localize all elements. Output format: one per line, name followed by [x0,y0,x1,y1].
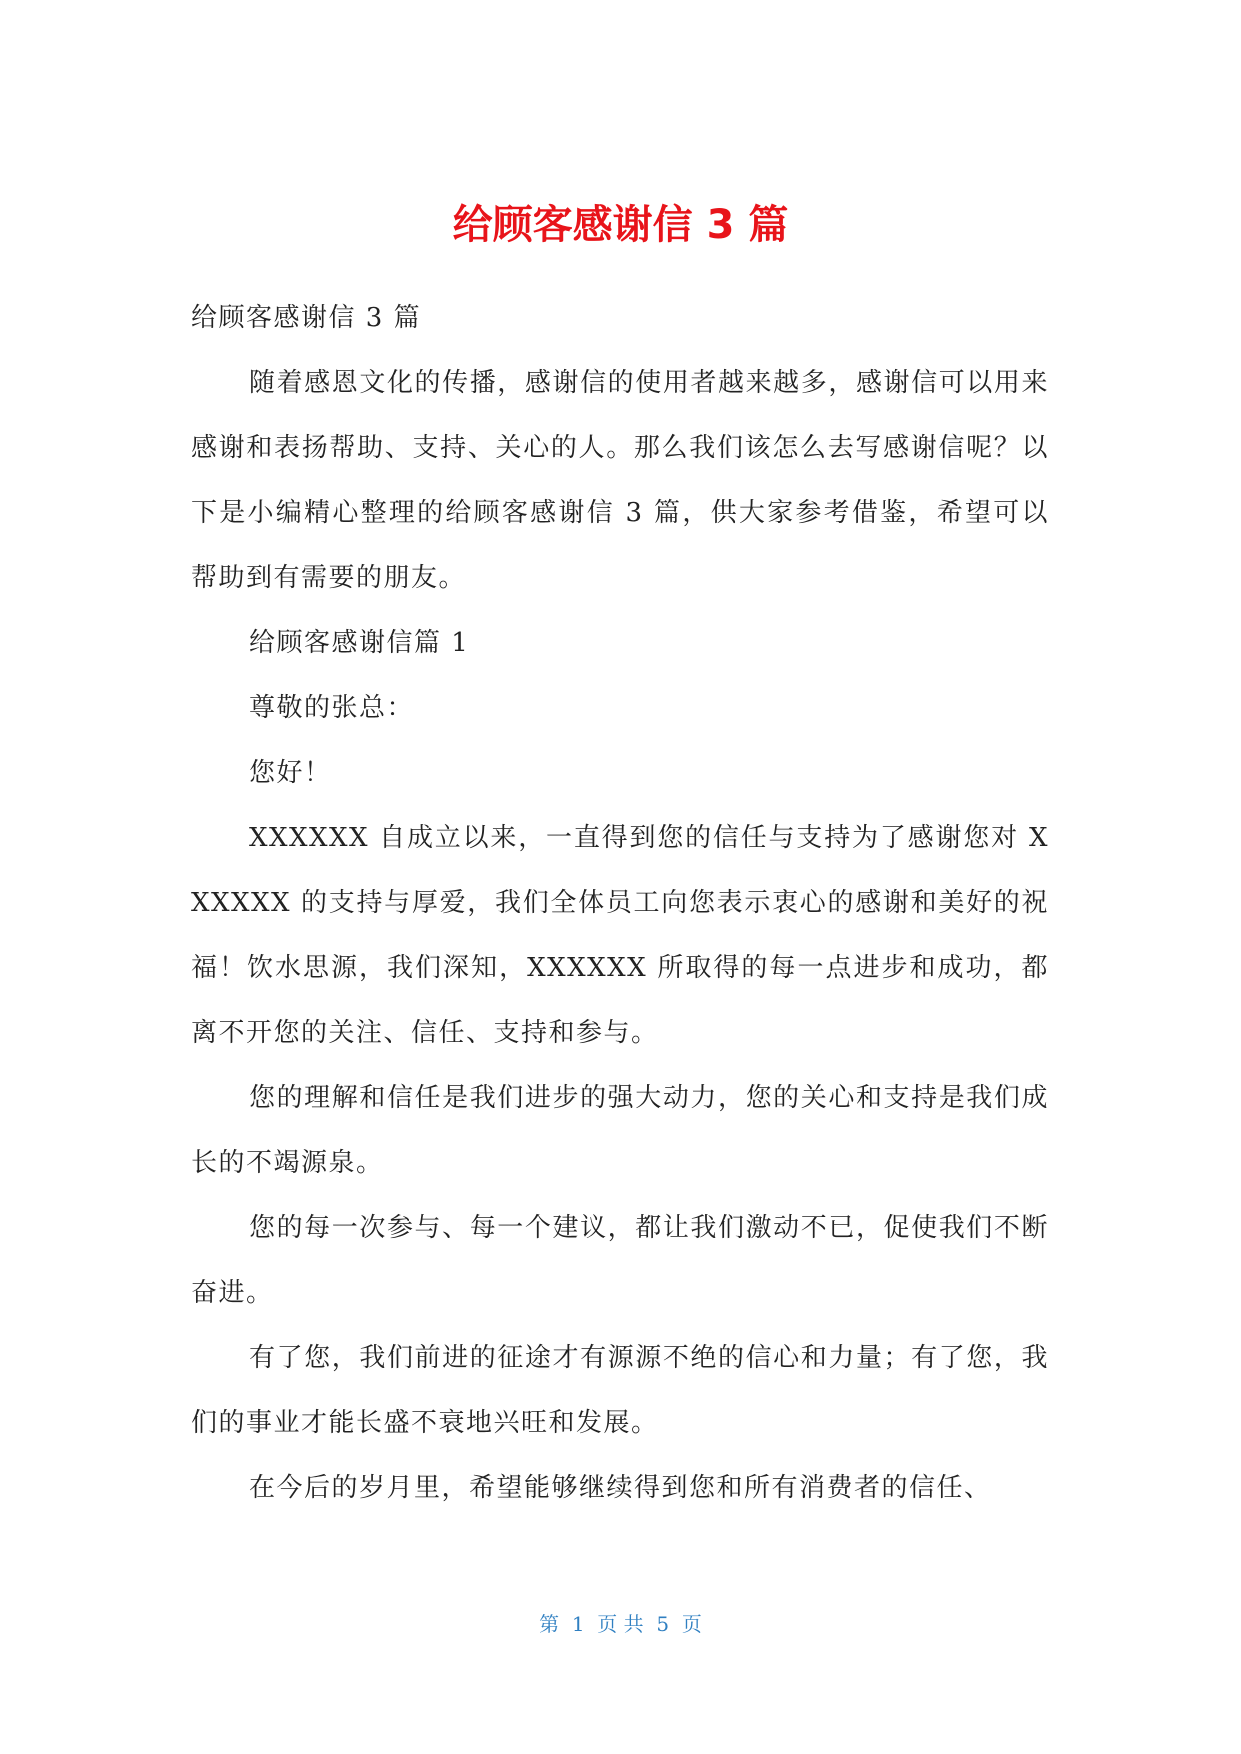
page-footer: 第 1 页 共 5 页 [539,1612,702,1636]
body-paragraph: 您的理解和信任是我们进步的强大动力，您的关心和支持是我们成长的不竭源泉。 [191,1083,1049,1178]
doc-subtitle: 给顾客感谢信 3 篇 [191,303,422,333]
salutation: 尊敬的张总： [249,693,415,723]
greeting: 您好！ [249,758,332,788]
document-body [191,286,1049,1521]
body-paragraph: 在今后的岁月里，希望能够继续得到您和所有消费者的信任、 [249,1473,992,1503]
body-paragraph: XXXXXX 自成立以来，一直得到您的信任与支持为了感谢您对 XXXXXX 的支持与厚爱，我们全体员工向您表示衷心的感谢和美好的祝福！饮水思源，我们深知，XXXXXX 所取得的每一点进步和成功，都离不开您的关注、信任、支持和参与。 [191,823,1049,1048]
body-paragraph: 有了您，我们前进的征途才有源源不绝的信心和力量；有了您，我们的事业才能长盛不衰地兴旺和发展。 [191,1343,1049,1438]
intro-paragraph: 随着感恩文化的传播，感谢信的使用者越来越多，感谢信可以用来感谢和表扬帮助、支持、关心的人。那么我们该怎么去写感谢信呢？以下是小编精心整理的给顾客感谢信 3 篇，供大家参考借鉴，希望可以帮助到有需要的朋友。 [191,368,1049,593]
document-title: 给顾客感谢信 3 篇 [452,202,789,248]
body-paragraph: 您的每一次参与、每一个建议，都让我们激动不已，促使我们不断奋进。 [191,1213,1049,1308]
section-heading: 给顾客感谢信篇 1 [249,628,470,658]
